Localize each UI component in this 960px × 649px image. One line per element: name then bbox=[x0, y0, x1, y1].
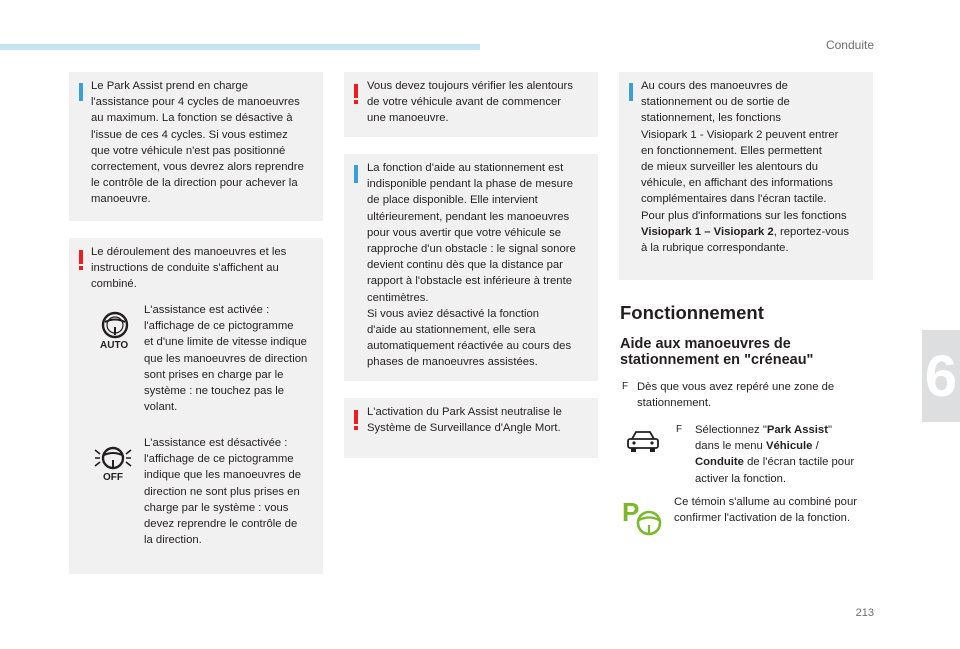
text-line: l'affichage de ce pictogramme bbox=[144, 453, 294, 466]
text-line: de place disponible. Elle intervient bbox=[367, 194, 538, 207]
step-select-park-assist bbox=[695, 422, 873, 487]
text-line: Ce témoin s'allume au combiné pour bbox=[674, 496, 858, 508]
text-line: devez reprendre le contrôle de bbox=[144, 518, 298, 531]
text-line: que les manoeuvres de direction bbox=[144, 352, 308, 365]
text-line bbox=[695, 454, 873, 470]
auto-label: AUTO bbox=[100, 340, 129, 351]
warning-mark-dot bbox=[79, 266, 83, 270]
text-line: à la rubrique correspondante. bbox=[641, 242, 789, 255]
assistance-active-text bbox=[144, 302, 324, 415]
indicator-letter: P bbox=[622, 497, 640, 527]
text-line: stationnement. bbox=[637, 397, 712, 410]
text-line: une manoeuvre. bbox=[367, 112, 449, 125]
text-line: Le déroulement des manoeuvres et les bbox=[91, 246, 287, 258]
header-accent-bar bbox=[0, 44, 480, 50]
text-line: L'assistance est désactivée : bbox=[144, 437, 288, 449]
indicator-description bbox=[674, 494, 873, 526]
text-line: de mieux surveiller les alentours du bbox=[641, 161, 819, 174]
text-span: " bbox=[827, 424, 832, 436]
conduite-menu-label: Conduite bbox=[695, 456, 744, 469]
info-box-parking-aid bbox=[344, 154, 598, 381]
text-line: en fonctionnement. Elles permettent bbox=[641, 144, 822, 157]
subsection-title bbox=[620, 337, 813, 368]
text-line bbox=[695, 438, 873, 454]
warning-mark-icon bbox=[79, 250, 83, 264]
info-mark-icon bbox=[354, 165, 358, 183]
text-line: phases de manoeuvres assistées. bbox=[367, 356, 538, 369]
bullet-marker: F bbox=[622, 381, 629, 392]
text-line: Pour plus d'informations sur les fonctions bbox=[641, 209, 847, 222]
text-line: système : ne touchez pas le bbox=[144, 385, 285, 398]
info-box-text bbox=[367, 160, 597, 371]
subsection-title-line: stationnement en "créneau" bbox=[620, 351, 814, 368]
steering-wheel-off-icon bbox=[93, 444, 133, 472]
text-span: , reportez-vous bbox=[773, 225, 850, 238]
text-line: volant. bbox=[144, 401, 178, 414]
text-span: dans le menu bbox=[695, 440, 766, 453]
text-line: correctement, vous devrez alors reprendre bbox=[91, 161, 304, 174]
warning-box-text bbox=[367, 404, 597, 436]
text-line: L'activation du Park Assist neutralise le bbox=[367, 406, 562, 418]
text-line: indisponible pendant la phase de mesure bbox=[367, 178, 574, 191]
chapter-title: Conduite bbox=[825, 38, 874, 52]
park-assist-indicator-icon bbox=[622, 497, 664, 538]
text-line: Vous devez toujours vérifier les alentours bbox=[367, 80, 573, 92]
text-line: instructions de conduite s'affichent au bbox=[91, 262, 279, 275]
text-line: ultérieurement, pendant les manoeuvres bbox=[367, 210, 570, 223]
info-box-text bbox=[641, 78, 873, 256]
text-span: Sélectionnez " bbox=[695, 424, 767, 436]
text-line: Au cours des manoeuvres de bbox=[641, 80, 788, 92]
info-box-cycles bbox=[69, 72, 323, 221]
text-line: Le Park Assist prend en charge bbox=[91, 80, 248, 92]
text-line: direction ne sont plus prises en bbox=[144, 485, 300, 498]
text-line: stationnement, les fonctions bbox=[641, 112, 782, 125]
text-line: et d'une limite de vitesse indique bbox=[144, 336, 307, 349]
text-line: la direction. bbox=[144, 534, 202, 547]
text-line: combiné. bbox=[91, 278, 137, 291]
text-line: de votre véhicule avant de commencer bbox=[367, 96, 562, 109]
text-line bbox=[641, 224, 873, 240]
warning-mark-icon bbox=[354, 84, 358, 98]
text-line: Si vous aviez désactivé la fonction bbox=[367, 307, 540, 320]
indicator-wheel-icon bbox=[634, 508, 664, 538]
steering-wheel-auto-icon bbox=[98, 310, 132, 340]
text-line: indique que les manoeuvres de bbox=[144, 469, 302, 482]
text-line: charge par le système : vous bbox=[144, 501, 289, 514]
text-line: d'aide au stationnement, elle sera bbox=[367, 324, 536, 337]
warning-mark-icon bbox=[354, 410, 358, 424]
text-line: pour vous avertir que votre véhicule se bbox=[367, 226, 562, 239]
text-line: rapproche d'un obstacle : le signal sonore bbox=[367, 243, 576, 256]
text-line: Système de Surveillance d'Angle Mort. bbox=[367, 422, 561, 435]
warning-mark-dot bbox=[354, 100, 358, 104]
section-title: Fonctionnement bbox=[620, 302, 764, 323]
chapter-number-tab: 6 bbox=[922, 330, 960, 422]
text-line bbox=[695, 422, 873, 438]
warning-box-blind-spot bbox=[344, 398, 598, 458]
text-line: l'affichage de ce pictogramme bbox=[144, 320, 294, 333]
step-find-space bbox=[637, 379, 873, 411]
assistance-inactive-text bbox=[144, 435, 324, 548]
text-line: automatiquement réactivée au cours des bbox=[367, 340, 572, 353]
text-line: sont prises en charge par le bbox=[144, 368, 284, 381]
warning-box-surroundings bbox=[344, 72, 598, 137]
visiopark-reference: Visiopark 1 – Visiopark 2 bbox=[641, 225, 774, 238]
text-span: / bbox=[812, 440, 819, 453]
info-box-text bbox=[91, 78, 321, 208]
text-line: véhicule, en affichant des informations bbox=[641, 177, 833, 190]
text-span: de l'écran tactile pour bbox=[743, 456, 855, 469]
text-line: l'assistance pour 4 cycles de manoeuvres bbox=[91, 96, 300, 109]
text-line: devient continu dès que la distance par bbox=[367, 259, 563, 272]
text-line: centimètres. bbox=[367, 291, 429, 304]
text-line: au maximum. La fonction se désactive à bbox=[91, 112, 293, 125]
warning-box-text bbox=[367, 78, 597, 127]
text-line: L'assistance est activée : bbox=[144, 304, 270, 316]
car-menu-icon bbox=[626, 430, 660, 454]
bullet-marker: F bbox=[676, 424, 683, 435]
park-assist-label: Park Assist bbox=[766, 424, 828, 436]
text-line: stationnement ou de sortie de bbox=[641, 96, 790, 109]
info-mark-icon bbox=[79, 83, 83, 101]
text-line: le contrôle de la direction pour achever la bbox=[91, 177, 298, 190]
subsection-title-line: Aide aux manoeuvres de bbox=[620, 336, 791, 352]
off-label: OFF bbox=[103, 472, 123, 483]
text-line: manoeuvre. bbox=[91, 193, 151, 206]
warning-intro-text bbox=[91, 244, 321, 293]
text-line: La fonction d'aide au stationnement est bbox=[367, 162, 564, 174]
text-line: rapport à l'obstacle est inférieure à trente bbox=[367, 275, 572, 288]
warning-mark-dot bbox=[354, 426, 358, 430]
text-line: Visiopark 1 - Visiopark 2 peuvent entrer bbox=[641, 128, 839, 141]
info-box-visiopark bbox=[619, 72, 873, 280]
text-line: Dès que vous avez repéré une zone de bbox=[637, 381, 835, 393]
text-line: complémentaires dans l'écran tactile. bbox=[641, 193, 827, 206]
text-line: l'issue de ces 4 cycles. Si vous estimez bbox=[91, 128, 288, 141]
text-line: activer la fonction. bbox=[695, 472, 787, 485]
text-line: confirmer l'activation de la fonction. bbox=[674, 512, 851, 525]
info-mark-icon bbox=[629, 83, 633, 101]
page-number: 213 bbox=[855, 607, 874, 619]
vehicule-menu-label: Véhicule bbox=[765, 440, 813, 453]
text-line: que votre véhicule n'est pas positionné bbox=[91, 144, 286, 157]
warning-box-instructions bbox=[69, 238, 323, 574]
